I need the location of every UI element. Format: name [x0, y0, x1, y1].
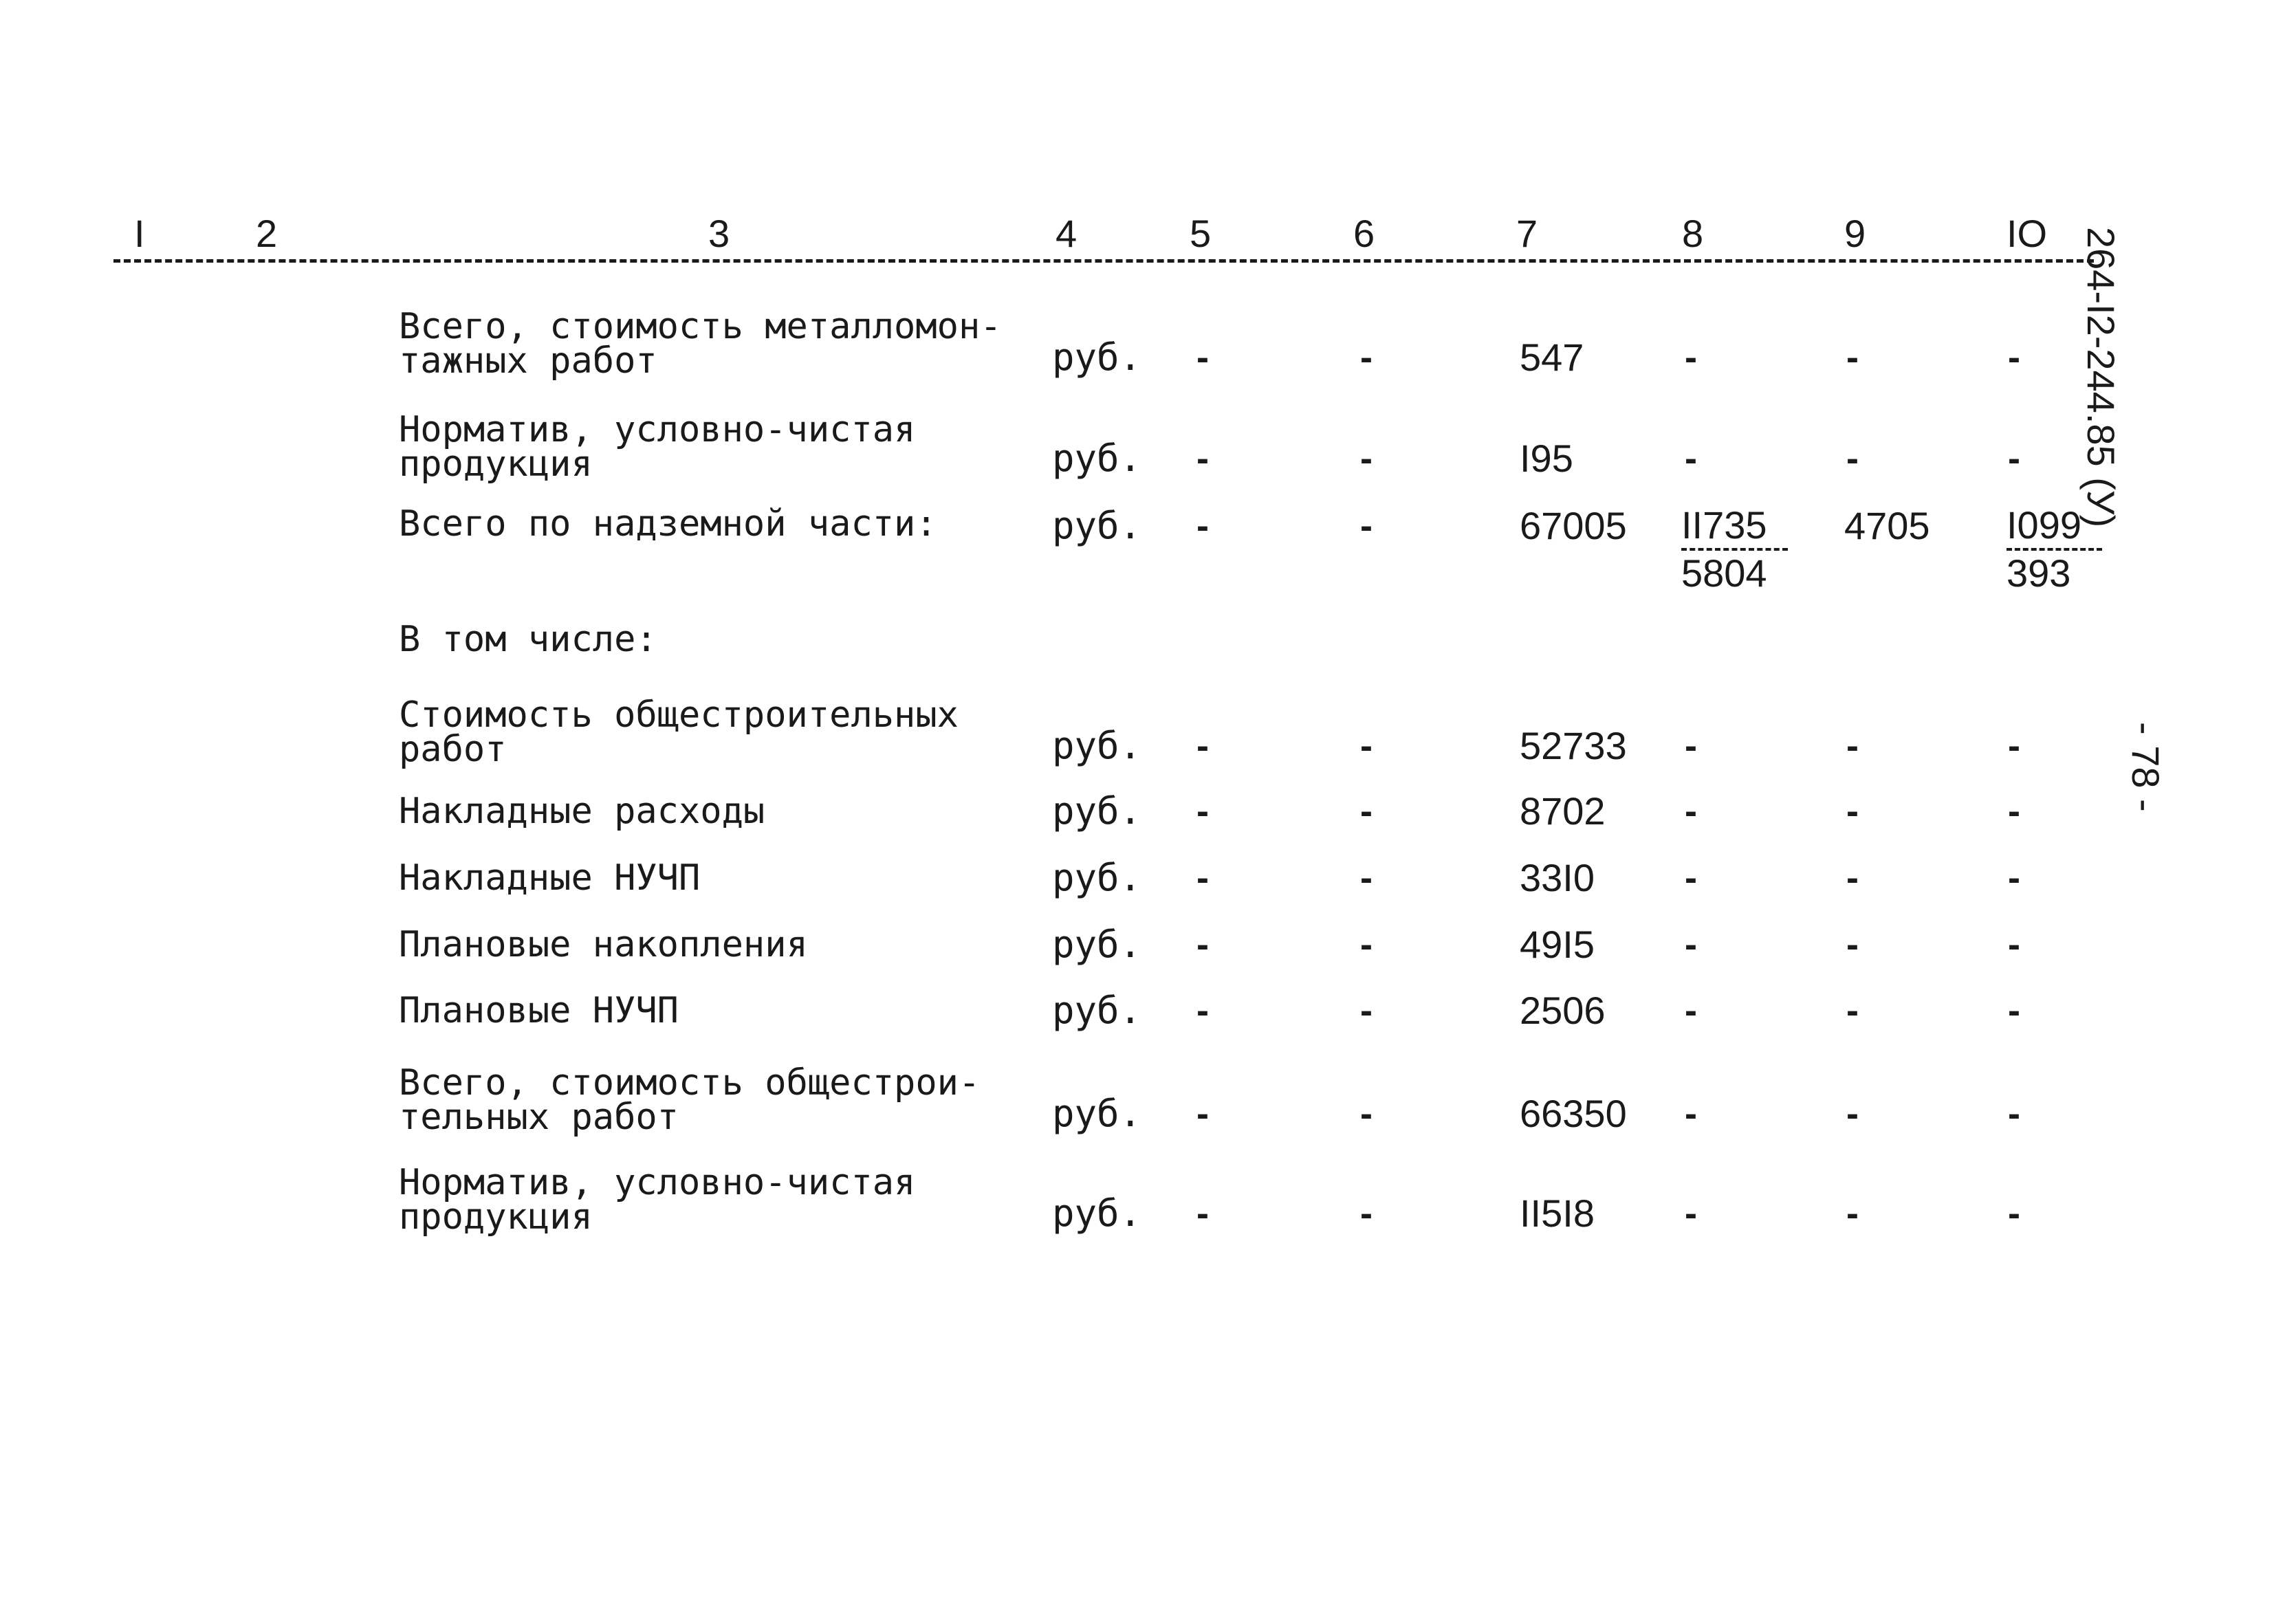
col7-cell: II5I8: [1520, 1192, 1595, 1235]
col6-cell: -: [1360, 438, 1373, 479]
col7-cell: 52733: [1520, 724, 1627, 767]
row-label: Накладные НУЧП: [399, 857, 701, 899]
page-number: - 78 -: [2124, 722, 2167, 812]
unit-cell: руб.: [1052, 437, 1142, 480]
col7-cell: 66350: [1520, 1092, 1627, 1135]
header-col-10: IO: [2007, 212, 2048, 255]
col10-cell: -: [2008, 1093, 2020, 1134]
col5-cell: -: [1196, 438, 1209, 479]
col9-cell: -: [1846, 438, 1859, 479]
col8-cell: -: [1685, 924, 1697, 965]
col9-cell: -: [1846, 791, 1859, 832]
col6-cell: -: [1360, 990, 1373, 1031]
unit-cell: руб.: [1052, 989, 1142, 1032]
col6-cell: -: [1360, 337, 1373, 378]
col7-cell: 8702: [1520, 789, 1606, 833]
col9-cell: -: [1846, 990, 1859, 1031]
col7-cell: 33I0: [1520, 856, 1595, 899]
section-label: В том числе:: [399, 619, 657, 660]
col5-cell: -: [1196, 1093, 1209, 1134]
col8-cell: -: [1685, 857, 1697, 899]
col8-cell: -: [1685, 438, 1697, 479]
col9-cell: 4705: [1844, 504, 1930, 547]
fraction-denominator: 393: [2007, 551, 2071, 595]
col7-cell: 49I5: [1520, 923, 1595, 966]
col7-cell: 2506: [1520, 989, 1606, 1032]
col10-cell: -: [2008, 857, 2020, 899]
header-col-4: 4: [1056, 212, 1078, 255]
col5-cell: -: [1196, 1193, 1209, 1234]
header-col-8: 8: [1682, 212, 1704, 255]
header-col-2: 2: [256, 212, 278, 255]
header-col-6: 6: [1353, 212, 1375, 255]
fraction-denominator: 5804: [1681, 551, 1767, 595]
col8-cell: -: [1685, 791, 1697, 832]
col5-cell: -: [1196, 791, 1209, 832]
col6-cell: -: [1360, 1193, 1373, 1234]
col6-cell: -: [1360, 505, 1373, 547]
unit-cell: руб.: [1052, 724, 1142, 767]
row-label: Всего, стоимость металломон- тажных работ: [399, 306, 1002, 382]
col6-cell: -: [1360, 1093, 1373, 1134]
col9-cell: -: [1846, 1193, 1859, 1234]
col5-cell: -: [1196, 725, 1209, 767]
col9-cell: -: [1846, 725, 1859, 767]
col7-cell: I95: [1520, 437, 1573, 480]
col5-cell: -: [1196, 337, 1209, 378]
col8-cell: -: [1685, 1193, 1697, 1234]
col9-cell: -: [1846, 857, 1859, 899]
col5-cell: -: [1196, 924, 1209, 965]
header-col-5: 5: [1190, 212, 1212, 255]
col10-cell: -: [2008, 990, 2020, 1031]
col9-cell: -: [1846, 1093, 1859, 1134]
header-col-3: 3: [708, 212, 730, 255]
col10-cell: -: [2008, 337, 2020, 378]
unit-cell: руб.: [1052, 923, 1142, 966]
col6-cell: -: [1360, 857, 1373, 899]
col5-cell: -: [1196, 990, 1209, 1031]
col5-cell: -: [1196, 505, 1209, 547]
fraction-numerator: I099: [2007, 503, 2102, 551]
header-col-7: 7: [1516, 212, 1538, 255]
header-col-9: 9: [1844, 212, 1866, 255]
col8-cell: -: [1685, 337, 1697, 378]
col10-cell: -: [2008, 924, 2020, 965]
unit-cell: руб.: [1052, 856, 1142, 899]
row-label: Всего по надземной части:: [399, 503, 937, 545]
col8-cell: -: [1685, 725, 1697, 767]
col7-cell: 547: [1520, 336, 1584, 379]
col6-cell: -: [1360, 725, 1373, 767]
col10-cell: -: [2008, 791, 2020, 832]
col6-cell: -: [1360, 924, 1373, 965]
row-label: Плановые накопления: [399, 924, 808, 965]
header-col-1: I: [134, 212, 145, 255]
col10-cell: -: [2008, 438, 2020, 479]
unit-cell: руб.: [1052, 336, 1142, 379]
unit-cell: руб.: [1052, 789, 1142, 833]
row-label: Стоимость общестроительных работ: [399, 694, 959, 770]
col10-cell: -: [2008, 725, 2020, 767]
col6-cell: -: [1360, 791, 1373, 832]
fraction-numerator: II735: [1681, 503, 1788, 551]
unit-cell: руб.: [1052, 504, 1142, 547]
header-rule: [113, 259, 2094, 263]
col9-cell: -: [1846, 924, 1859, 965]
col10-cell: -: [2008, 1193, 2020, 1234]
unit-cell: руб.: [1052, 1192, 1142, 1235]
row-label: Всего, стоимость общестрои- тельных работ: [399, 1062, 981, 1138]
col5-cell: -: [1196, 857, 1209, 899]
row-label: Норматив, условно-чистая продукция: [399, 409, 916, 485]
row-label: Норматив, условно-чистая продукция: [399, 1162, 916, 1238]
row-label: Плановые НУЧП: [399, 990, 679, 1031]
col8-fraction: [1681, 503, 1788, 596]
col8-cell: -: [1685, 990, 1697, 1031]
document-code: 264-I2-244.85 (У): [2079, 227, 2123, 528]
row-label: Накладные расходы: [399, 791, 765, 832]
col7-cell: 67005: [1520, 504, 1627, 547]
col9-cell: -: [1846, 337, 1859, 378]
col8-cell: -: [1685, 1093, 1697, 1134]
unit-cell: руб.: [1052, 1092, 1142, 1135]
